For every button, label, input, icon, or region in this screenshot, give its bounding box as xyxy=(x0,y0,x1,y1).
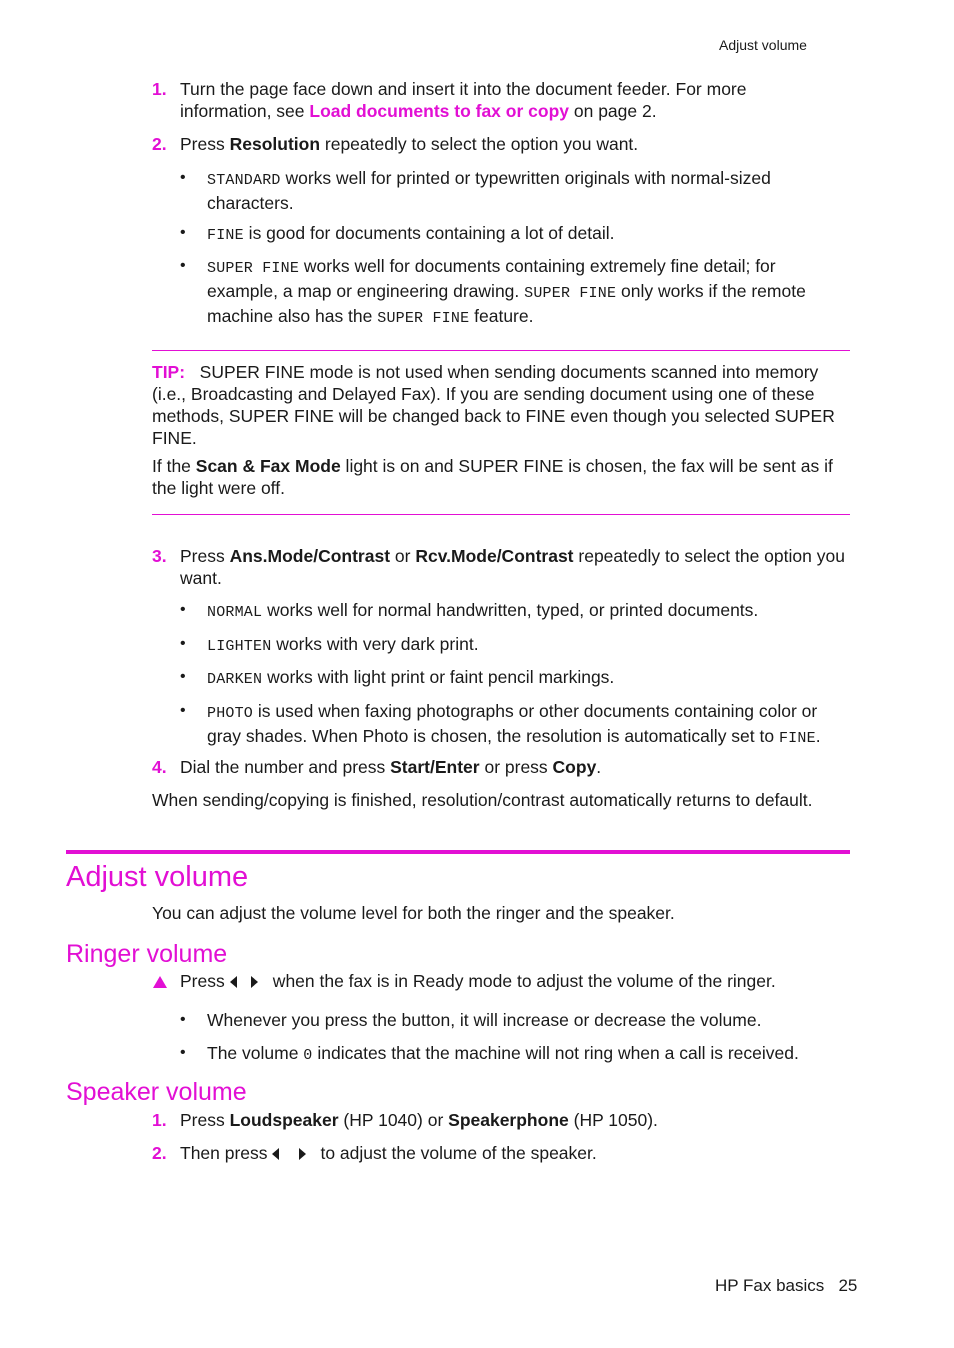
left-arrow-icon xyxy=(272,1148,279,1160)
resolution-button-label: Resolution xyxy=(229,134,321,154)
instruction-text: when the fax is in Ready mode to adjust the volume of the ringer. xyxy=(267,971,776,991)
option-text: The volume xyxy=(207,1043,304,1063)
scan-fax-mode-label: Scan & Fax Mode xyxy=(195,456,341,476)
step-line: want. xyxy=(180,568,222,588)
option-text: is used when faxing photographs or other documents containing color or xyxy=(253,701,818,721)
option-code: FINE xyxy=(207,227,244,244)
step-text-part: Dial the number and press xyxy=(180,757,391,777)
bullet-icon: • xyxy=(180,257,186,274)
list-item xyxy=(207,222,614,247)
step-line xyxy=(180,100,860,122)
bullet-icon: • xyxy=(180,635,186,652)
right-arrow-icon xyxy=(251,976,258,988)
bullet-icon: • xyxy=(180,668,186,685)
step-text xyxy=(180,1109,658,1131)
list-item xyxy=(207,255,867,330)
bullet-icon: • xyxy=(180,601,186,618)
list-line xyxy=(207,167,857,192)
load-documents-link[interactable]: Load documents to fax or copy xyxy=(309,101,569,121)
page-number: 25 xyxy=(838,1276,858,1295)
option-text: machine also has the xyxy=(207,306,378,326)
step-text-part: information, see xyxy=(180,101,310,121)
step-number: 2. xyxy=(152,1143,167,1163)
copy-label: Copy xyxy=(552,757,597,777)
step-number: 2. xyxy=(152,134,167,154)
subsection-heading: Speaker volume xyxy=(66,1078,247,1106)
ringer-instruction xyxy=(180,970,776,992)
option-text: . xyxy=(815,726,821,746)
footer xyxy=(715,1276,857,1296)
list-item: Whenever you press the button, it will increase or decrease the volume. xyxy=(207,1010,762,1030)
option-text: works well for documents containing extremely fine detail; for xyxy=(299,256,776,276)
list-line xyxy=(207,305,867,330)
ans-mode-contrast-label: Ans.Mode/Contrast xyxy=(229,546,391,566)
tip-bottom-rule xyxy=(152,514,850,515)
tip-line xyxy=(152,361,852,383)
list-item xyxy=(207,633,479,658)
option-code: SUPER FINE xyxy=(377,310,470,327)
option-code: LIGHTEN xyxy=(207,638,272,655)
instruction-text: Press xyxy=(180,971,230,991)
tip-box xyxy=(152,361,852,499)
tip-top-rule xyxy=(152,350,850,351)
list-line xyxy=(207,280,867,305)
step-text xyxy=(180,756,601,778)
option-text: works well for printed or typewritten originals with normal-sized xyxy=(280,168,771,188)
step-text-part: to adjust the volume of the speaker. xyxy=(315,1143,597,1163)
option-text: feature. xyxy=(469,306,534,326)
step-text xyxy=(180,545,860,589)
step-text-part: Then press xyxy=(180,1143,273,1163)
section-intro: You can adjust the volume level for both the ringer and the speaker. xyxy=(152,903,675,923)
step-text-part: Press xyxy=(180,1110,230,1130)
step-text-part: repeatedly to select the option you xyxy=(573,546,845,566)
step-text-part: or xyxy=(390,546,416,566)
list-item xyxy=(207,700,867,750)
step-line: Turn the page face down and insert it into the document feeder. For more xyxy=(180,79,747,99)
list-item xyxy=(207,666,614,691)
step-text-part: . xyxy=(596,757,602,777)
closing-paragraph: When sending/copying is finished, resolution/contrast automatically returns to default. xyxy=(152,790,813,810)
step-text-part: Press xyxy=(180,546,230,566)
step-text-part: or press xyxy=(479,757,553,777)
list-line xyxy=(207,255,867,280)
option-code: DARKEN xyxy=(207,671,263,688)
list-item xyxy=(207,599,758,624)
option-code: STANDARD xyxy=(207,172,281,189)
tip-text: the light were off. xyxy=(152,478,285,498)
option-text: is good for documents containing a lot of detail. xyxy=(243,223,615,243)
option-text: characters. xyxy=(207,193,294,213)
bullet-icon: • xyxy=(180,169,186,186)
start-enter-label: Start/Enter xyxy=(390,757,480,777)
list-item xyxy=(207,167,857,214)
step-text-part: (HP 1050). xyxy=(568,1110,658,1130)
option-text: gray shades. When Photo is chosen, the resolution is automatically set to xyxy=(207,726,779,746)
option-code: SUPER FINE xyxy=(207,260,300,277)
option-text: works with light print or faint pencil markings. xyxy=(262,667,615,687)
option-text: works with very dark print. xyxy=(271,634,479,654)
bullet-icon: • xyxy=(180,1011,186,1028)
step-text-part: Press xyxy=(180,134,230,154)
tip-line xyxy=(152,455,852,477)
bullet-icon: • xyxy=(180,702,186,719)
list-line xyxy=(207,700,867,725)
option-code: NORMAL xyxy=(207,604,263,621)
bullet-icon: • xyxy=(180,224,186,241)
tip-text: (i.e., Broadcasting and Delayed Fax). If you are sending document using one of these xyxy=(152,384,815,404)
step-number: 1. xyxy=(152,1110,167,1130)
step-text-part: on page 2. xyxy=(569,101,657,121)
option-code: 0 xyxy=(303,1047,313,1064)
speakerphone-label: Speakerphone xyxy=(448,1110,569,1130)
tip-text: If the xyxy=(152,456,196,476)
tip-text: FINE. xyxy=(152,428,197,448)
step-number: 4. xyxy=(152,757,167,777)
step-text xyxy=(180,1142,597,1164)
tip-text: methods, SUPER FINE will be changed back to FINE even though you selected SUPER xyxy=(152,406,835,426)
section-heading: Adjust volume xyxy=(66,861,249,893)
right-arrow-icon xyxy=(299,1148,306,1160)
triangle-bullet-icon xyxy=(153,975,167,993)
option-code: SUPER FINE xyxy=(524,285,617,302)
running-header: Adjust volume xyxy=(719,37,807,53)
option-text: works well for normal handwritten, typed, or printed documents. xyxy=(262,600,759,620)
tip-text: SUPER FINE mode is not used when sending documents scanned into memory xyxy=(199,362,819,382)
option-text: example, a map or engineering drawing. xyxy=(207,281,525,301)
tip-label: TIP: xyxy=(152,362,186,382)
left-arrow-icon xyxy=(230,976,237,988)
step-text-part: (HP 1040) or xyxy=(338,1110,449,1130)
section-rule xyxy=(66,850,850,854)
bullet-icon: • xyxy=(180,1044,186,1061)
subsection-heading: Ringer volume xyxy=(66,940,228,968)
step-text xyxy=(180,78,860,122)
step-number: 1. xyxy=(152,79,167,99)
step-text xyxy=(180,133,638,155)
option-text: indicates that the machine will not ring when a call is received. xyxy=(312,1043,799,1063)
list-item xyxy=(207,1042,799,1067)
option-code: PHOTO xyxy=(207,705,254,722)
step-line xyxy=(180,545,860,567)
loudspeaker-label: Loudspeaker xyxy=(229,1110,339,1130)
step-text-part: repeatedly to select the option you want. xyxy=(320,134,639,154)
footer-title: HP Fax basics xyxy=(715,1276,825,1295)
list-line xyxy=(207,725,867,750)
rcv-mode-contrast-label: Rcv.Mode/Contrast xyxy=(415,546,574,566)
step-number: 3. xyxy=(152,546,167,566)
option-text: only works if the remote xyxy=(616,281,806,301)
option-code: FINE xyxy=(778,730,816,747)
tip-text: light is on and SUPER FINE is chosen, the fax will be sent as if xyxy=(340,456,833,476)
